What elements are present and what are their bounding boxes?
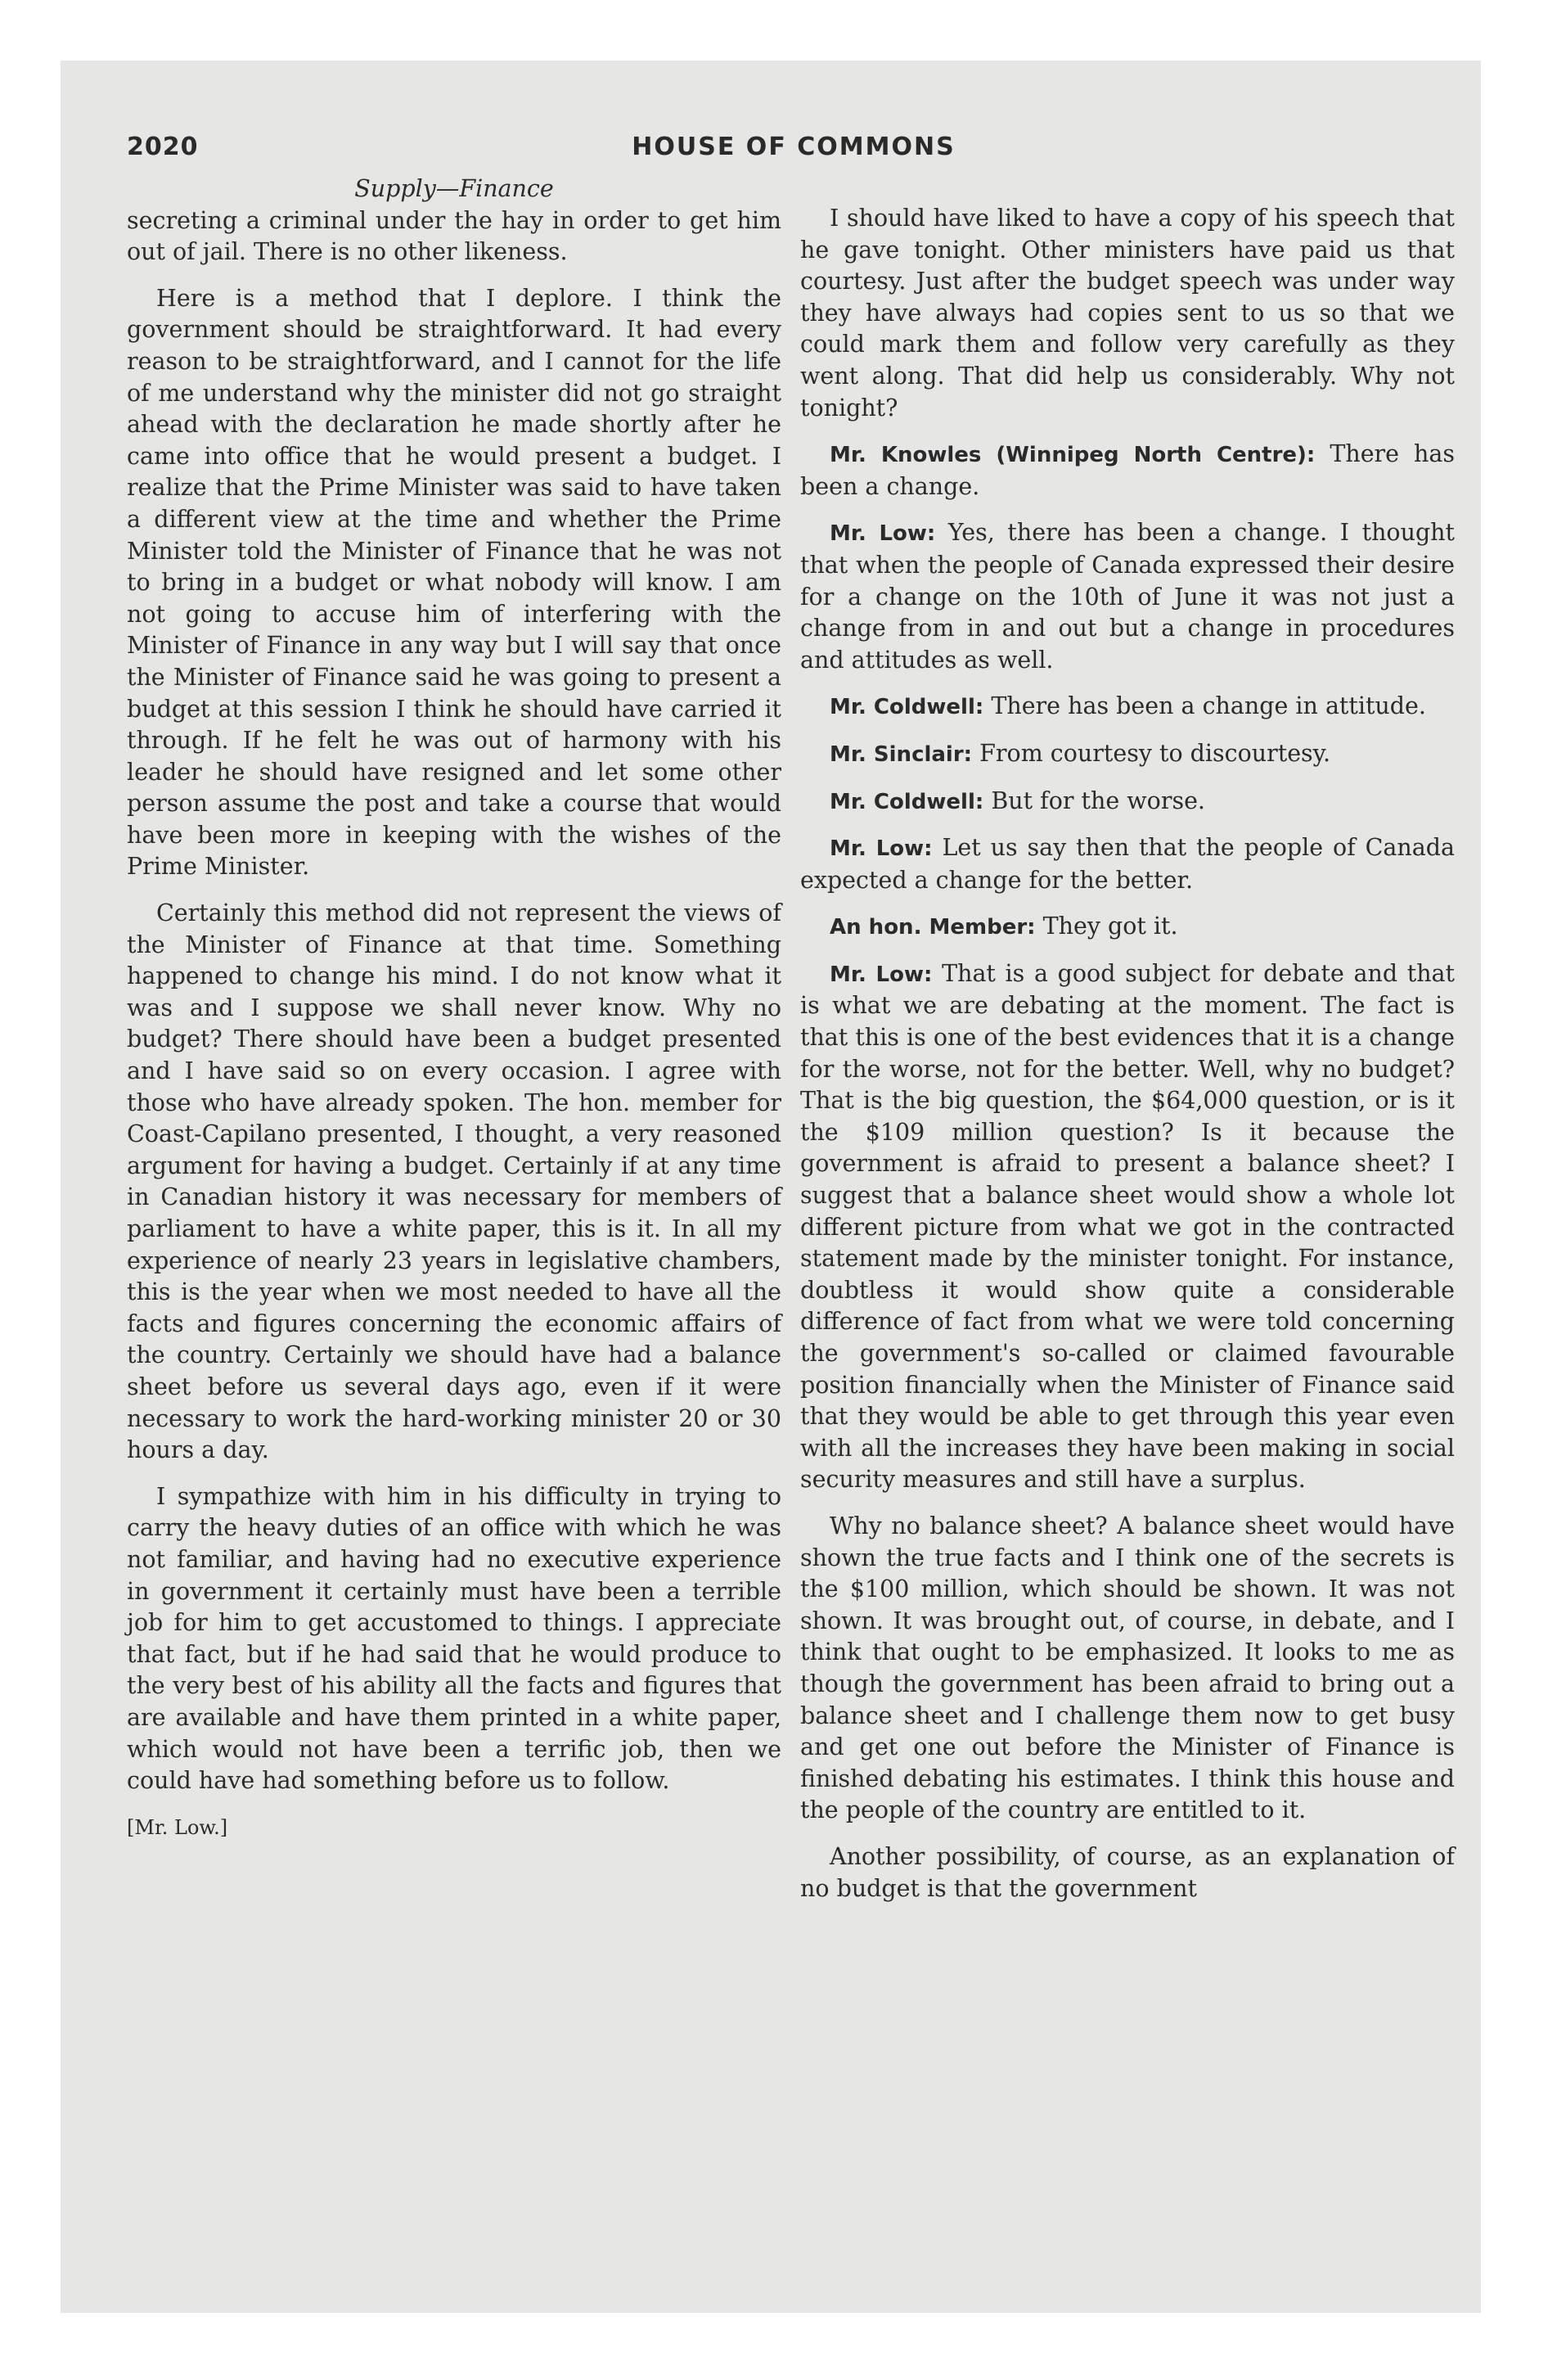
exchange-low xyxy=(800,517,1455,676)
speaker-name: Mr. Low: xyxy=(830,836,933,862)
speech-text: They got it. xyxy=(1042,913,1178,940)
paragraph: secreting a criminal under the hay in order to get him out of jail. There is no other likeness. xyxy=(127,206,781,266)
speech-text: That is a good subject for debate and that is what we are debating at the moment. The fact is that this is one of the best evidences that it is a change for the worse, not for the better. Well, why no budget? That is the big question, the $64,000 question, or is it the $109 million question? Is it because the government is afraid to present a balance sheet? I suggest that a balance sheet would show a whole lot different picture from what we got in the contracted statement made by the minister tonight. For instance, doubtless it would show quite a considerable difference of fact from what we were told concerning the government's so-called or claimed favourable position financially when the Minister of Finance said that they would be able to get through this year even with all the increases they have been making in social security measures and still have a surplus. xyxy=(800,959,1456,1494)
exchange-low xyxy=(800,832,1455,896)
exchange-hon-member xyxy=(800,911,1455,944)
speaker-name: Mr. Low: xyxy=(830,521,936,547)
speech-text: There has been a change. xyxy=(800,440,1455,500)
exchange-low xyxy=(800,958,1455,1496)
right-column xyxy=(800,203,1455,1919)
page-header xyxy=(127,133,1460,172)
exchange-sinclair xyxy=(800,738,1455,771)
speaker-name: Mr. Knowles (Winnipeg North Centre): xyxy=(830,443,1316,468)
paragraph: Another possibility, of course, as an explanation of no budget is that the government xyxy=(800,1842,1455,1902)
exchange-coldwell xyxy=(800,786,1455,818)
paragraph: I should have liked to have a copy of his speech that he gave tonight. Other ministers have paid us that courtesy. Just after the budget speech was under way they have always had copies sent to us so that we could mark them and follow very carefully as they went along. That did help us considerably. Why not tonight? xyxy=(800,205,1455,421)
exchange-knowles xyxy=(800,439,1455,503)
speaker-name: An hon. Member: xyxy=(830,915,1036,940)
speech-text: Yes, there has been a change. I thought that when the people of Canada expressed their desire for a change on the 10th of June it was not just a change from in and out but a change in procedures and attitudes as well. xyxy=(800,519,1455,674)
speech-text: Let us say then that the people of Canada expected a change for the better. xyxy=(800,834,1456,894)
speaker-name: Mr. Coldwell: xyxy=(830,789,984,814)
page-number: 2020 xyxy=(127,133,199,161)
speaker-name: Mr. Coldwell: xyxy=(830,695,984,720)
speaker-name: Mr. Sinclair: xyxy=(830,741,973,767)
speech-text: But for the worse. xyxy=(991,787,1205,814)
speech-text: From courtesy to discourtesy. xyxy=(979,739,1331,767)
running-head: HOUSE OF COMMONS xyxy=(632,133,956,161)
paragraph: I sympathize with him in his difficulty in trying to carry the heavy duties of an office with which he was not familiar, and having had no executive experience in government it certainly must have been a terrible job for him to get accustomed to things. I appreciate that fact, but if he had said that he would produce to the very best of his ability all the facts and figures that are available and have them printed in a white paper, which would not have been a terrific job, then we could have had something before us to follow. xyxy=(127,1482,781,1795)
exchange-coldwell xyxy=(800,691,1455,723)
left-column xyxy=(127,174,781,1843)
speaker-name: Mr. Low: xyxy=(830,962,933,987)
speaker-attribution: [Mr. Low.] xyxy=(127,1815,228,1839)
paragraph: Why no balance sheet? A balance sheet would have shown the true facts and I think one of the secrets is the $100 million, which should be shown. It was not shown. It was brought out, of course, in debate, and I think that ought to be emphasized. It looks to me as though the government has been afraid to bring out a balance sheet and I challenge them now to get busy and get one out before the Minister of Finance is finished debating his estimates. I think this house and the people of the country are entitled to it. xyxy=(800,1512,1455,1824)
section-subheading: Supply—Finance xyxy=(354,175,554,202)
paragraph: Here is a method that I deplore. I think the government should be straightforward. It had every reason to be straightforward, and I cannot for the life of me understand why the minister did not go straight ahead with the declaration he made shortly after he came into office that he would present a budget. I realize that the Prime Minister was said to have taken a different view at the time and whether the Prime Minister told the Minister of Finance that he was not to bring in a budget or what nobody will know. I am not going to accuse him of interfering with the Minister of Finance in any way but I will say that once the Minister of Finance said he was going to present a budget at this session I think he should have carried it through. If he felt he was out of harmony with his leader he should have resigned and let some other person assume the post and take a course that would have been more in keeping with the wishes of the Prime Minister. xyxy=(127,284,781,881)
speech-text: There has been a change in attitude. xyxy=(991,692,1426,720)
paragraph: Certainly this method did not represent the views of the Minister of Finance at that time. Something happened to change his mind. I do not know what it was and I suppose we shall never know. Why no budget? There should have been a budget presented and I have said so on every occasion. I agree with those who have already spoken. The hon. member for Coast-Capilano presented, I thought, a very reasoned argument for having a budget. Certainly if at any time in Canadian history it was necessary for members of parliament to have a white paper, this is it. In all my experience of nearly 23 years in legislative chambers, this is the year when we most needed to have all the facts and figures concerning the economic affairs of the country. Certainly we should have had a balance sheet before us several days ago, even if it were necessary to work the hard-working minister 20 or 30 hours a day. xyxy=(127,899,781,1464)
